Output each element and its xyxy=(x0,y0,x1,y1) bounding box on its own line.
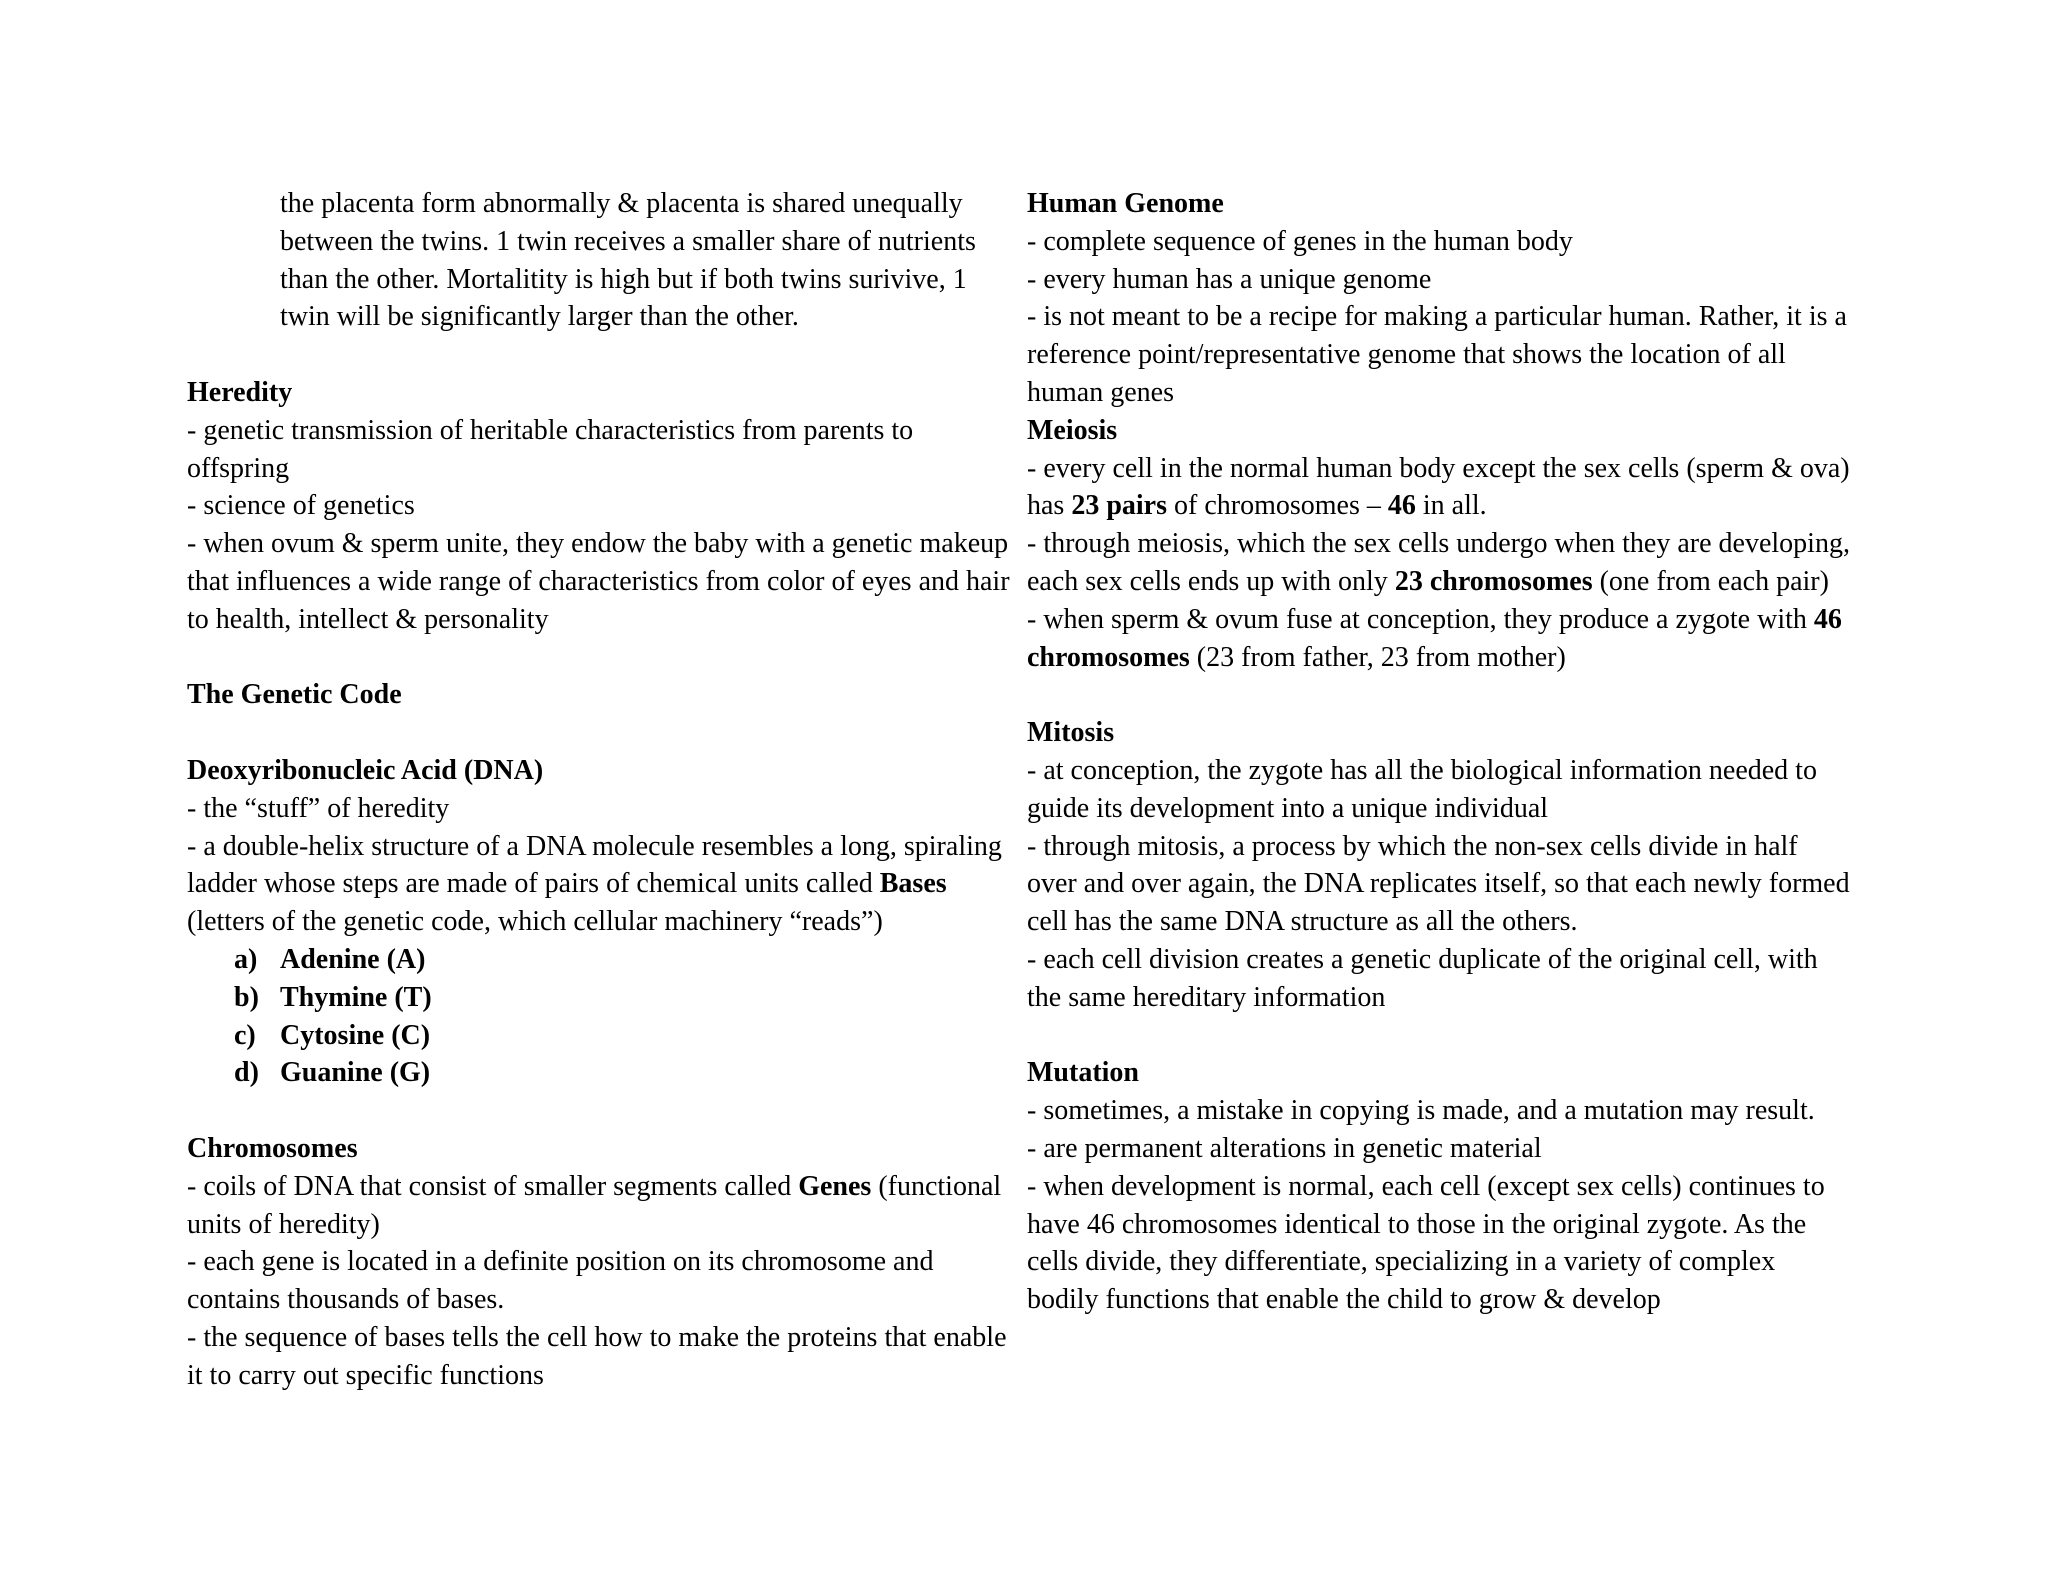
dna-heading: Deoxyribonucleic Acid (DNA) xyxy=(187,754,544,786)
chromosomes-line: it to carry out specific functions xyxy=(187,1359,544,1391)
chromosomes-heading: Chromosomes xyxy=(187,1132,358,1164)
mutation-line: - when development is normal, each cell (except sex cells) continues to xyxy=(1027,1170,1825,1202)
base-label: Thymine (T) xyxy=(280,981,432,1013)
mutation-line: bodily functions that enable the child to grow & develop xyxy=(1027,1284,1661,1316)
meiosis-text: of chromosomes – xyxy=(1167,490,1388,522)
chromosomes-line: units of heredity) xyxy=(187,1208,380,1240)
base-label: Adenine (A) xyxy=(280,943,426,975)
human-genome-line: - is not meant to be a recipe for making a particular human. Rather, it is a xyxy=(1027,301,1847,333)
chromosomes-text: (functional xyxy=(871,1170,1002,1202)
mitosis-line: the same hereditary information xyxy=(1027,981,1386,1013)
mutation-line: have 46 chromosomes identical to those in the original zygote. As the xyxy=(1027,1208,1807,1240)
mitosis-line: over and over again, the DNA replicates itself, so that each newly formed xyxy=(1027,868,1850,900)
dna-line: - a double-helix structure of a DNA molecule resembles a long, spiraling xyxy=(187,830,1002,862)
left-column xyxy=(187,185,1027,1395)
meiosis-text: - when sperm & ovum fuse at conception, they produce a zygote with xyxy=(1027,603,1814,635)
genes-term: Genes xyxy=(798,1170,872,1202)
chromosomes-line: - the sequence of bases tells the cell how to make the proteins that enable xyxy=(187,1321,1007,1353)
meiosis-heading: Meiosis xyxy=(1027,414,1118,446)
intro-line: twin will be significantly larger than the other. xyxy=(280,301,799,333)
meiosis-text: (23 from father, 23 from mother) xyxy=(1189,641,1566,673)
dna-line: (letters of the genetic code, which cellular machinery “reads”) xyxy=(187,906,883,938)
right-column xyxy=(1027,185,1867,1319)
base-list-item xyxy=(187,979,1027,1017)
mitosis-line: cell has the same DNA structure as all the others. xyxy=(1027,906,1578,938)
meiosis-text: each sex cells ends up with only xyxy=(1027,565,1395,597)
meiosis-text: has xyxy=(1027,490,1072,522)
meiosis-line xyxy=(1027,563,1867,601)
mitosis-heading: Mitosis xyxy=(1027,717,1115,749)
dna-text: ladder whose steps are made of pairs of chemical units called xyxy=(187,868,880,900)
meiosis-line xyxy=(1027,639,1867,677)
spacer xyxy=(1027,676,1867,714)
mitosis-line: - each cell division creates a genetic duplicate of the original cell, with xyxy=(1027,943,1818,975)
heredity-line: - genetic transmission of heritable characteristics from parents to xyxy=(187,414,914,446)
meiosis-text: in all. xyxy=(1415,490,1487,522)
list-marker: a) xyxy=(234,943,258,975)
human-genome-line: - complete sequence of genes in the human body xyxy=(1027,225,1573,257)
chromosomes-line: - each gene is located in a definite position on its chromosome and xyxy=(187,1246,934,1278)
mutation-line: - are permanent alterations in genetic material xyxy=(1027,1132,1542,1164)
meiosis-line xyxy=(1027,487,1867,525)
genetic-code-heading: The Genetic Code xyxy=(187,679,402,711)
heredity-heading: Heredity xyxy=(187,376,293,408)
count-term: 46 xyxy=(1387,490,1416,522)
heredity-line: that influences a wide range of characteristics from color of eyes and hair xyxy=(187,565,1010,597)
spacer xyxy=(187,714,1027,752)
list-marker: d) xyxy=(234,1057,259,1089)
mitosis-line: - at conception, the zygote has all the biological information needed to xyxy=(1027,754,1817,786)
spacer xyxy=(187,639,1027,677)
intro-line: than the other. Mortalitity is high but if both twins surivive, 1 xyxy=(280,263,967,295)
list-marker: b) xyxy=(234,981,259,1013)
spacer xyxy=(1027,1017,1867,1055)
base-label: Guanine (G) xyxy=(280,1057,431,1089)
human-genome-line: - every human has a unique genome xyxy=(1027,263,1432,295)
intro-line: the placenta form abnormally & placenta is shared unequally xyxy=(280,188,963,219)
base-list-item xyxy=(187,1054,1027,1092)
human-genome-line: human genes xyxy=(1027,376,1174,408)
human-genome-heading: Human Genome xyxy=(1027,188,1224,219)
chromosomes-text: - coils of DNA that consist of smaller segments called xyxy=(187,1170,799,1202)
base-list-item xyxy=(187,941,1027,979)
dna-line xyxy=(187,865,1027,903)
mutation-heading: Mutation xyxy=(1027,1057,1139,1089)
mitosis-line: - through mitosis, a process by which the non-sex cells divide in half xyxy=(1027,830,1798,862)
count-term: 46 xyxy=(1813,603,1842,635)
mitosis-line: guide its development into a unique individual xyxy=(1027,792,1549,824)
meiosis-line xyxy=(1027,601,1867,639)
chromosomes-term: chromosomes xyxy=(1027,641,1190,673)
chromosomes-line xyxy=(187,1168,1027,1206)
list-marker: c) xyxy=(234,1019,256,1051)
base-label: Cytosine (C) xyxy=(280,1019,431,1051)
dna-line: - the “stuff” of heredity xyxy=(187,792,450,824)
meiosis-line: - through meiosis, which the sex cells undergo when they are developing, xyxy=(1027,528,1850,560)
heredity-line: - science of genetics xyxy=(187,490,415,522)
spacer xyxy=(187,336,1027,374)
heredity-line: to health, intellect & personality xyxy=(187,603,549,635)
heredity-line: - when ovum & sperm unite, they endow the baby with a genetic makeup xyxy=(187,528,1009,560)
spacer xyxy=(187,1092,1027,1130)
base-list-item xyxy=(187,1017,1027,1055)
pairs-term: 23 pairs xyxy=(1071,490,1168,522)
mutation-line: - sometimes, a mistake in copying is made, and a mutation may result. xyxy=(1027,1095,1815,1127)
human-genome-line: reference point/representative genome that shows the location of all xyxy=(1027,339,1786,371)
mutation-line: cells divide, they differentiate, specializing in a variety of complex xyxy=(1027,1246,1776,1278)
meiosis-line: - every cell in the normal human body except the sex cells (sperm & ova) xyxy=(1027,452,1850,484)
bases-term: Bases xyxy=(879,868,947,900)
meiosis-text: (one from each pair) xyxy=(1592,565,1829,597)
chromosomes-line: contains thousands of bases. xyxy=(187,1284,505,1316)
chromosome-count-term: 23 chromosomes xyxy=(1394,565,1593,597)
heredity-line: offspring xyxy=(187,452,290,484)
intro-line: between the twins. 1 twin receives a smaller share of nutrients xyxy=(280,225,976,257)
